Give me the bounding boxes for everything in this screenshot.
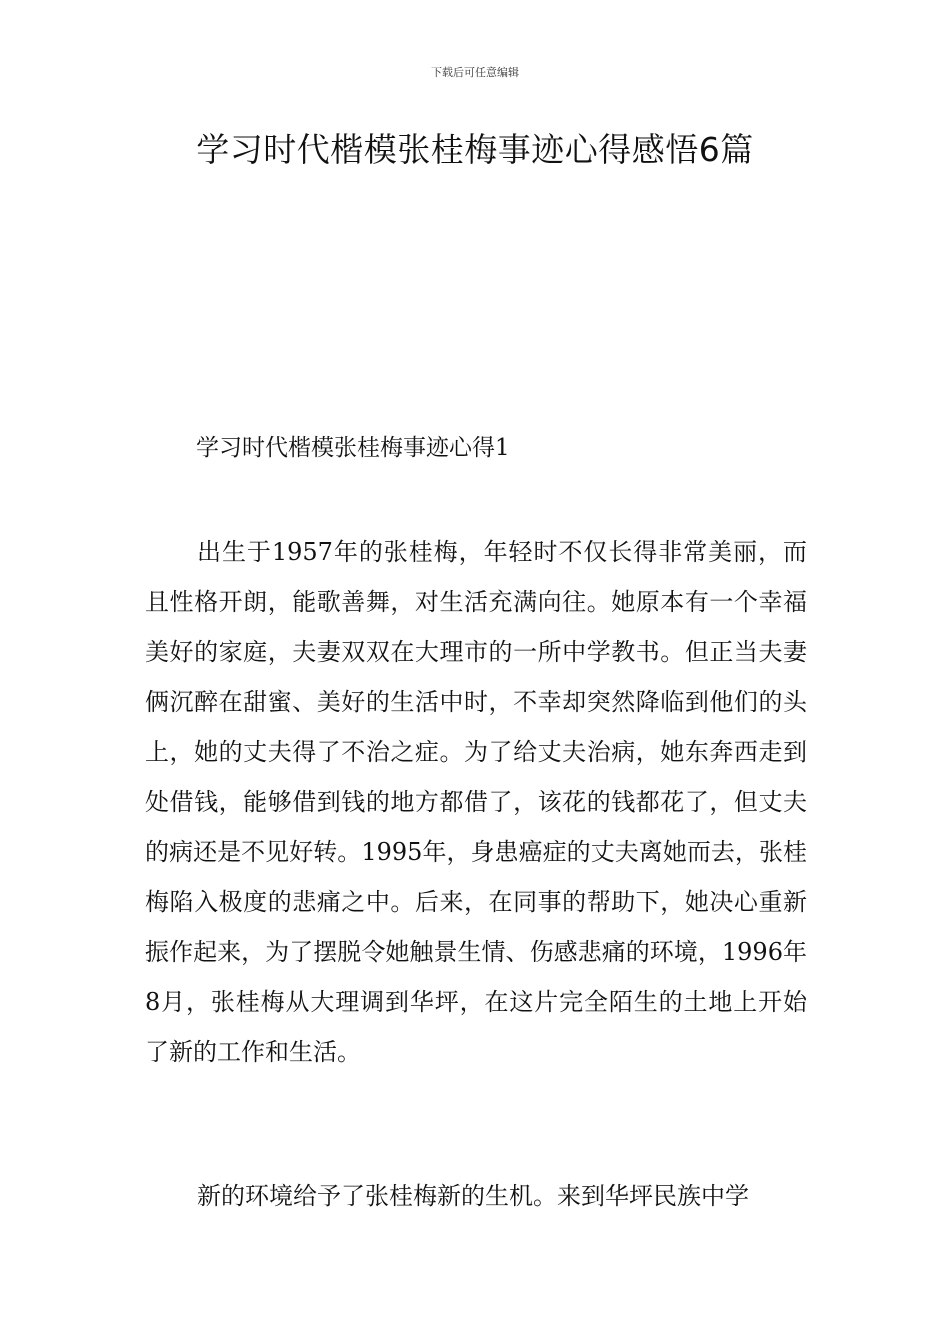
paragraph: 新的环境给予了张桂梅新的生机。来到华坪民族中学	[197, 1182, 749, 1210]
document-title: 学习时代楷模张桂梅事迹心得感悟6篇	[196, 130, 754, 169]
section-heading: 学习时代楷模张桂梅事迹心得1	[196, 435, 510, 461]
header-note: 下载后可任意编辑	[431, 66, 519, 79]
paragraph: 出生于1957年的张桂梅，年轻时不仅长得非常美丽，而且性格开朗，能歌善舞，对生活充满向往。她原本有一个幸福美好的家庭，夫妻双双在大理市的一所中学教书。但正当夫妻俩沉醉在甜蜜、美好的生活中时，不幸却突然降临到他们的头上，她的丈夫得了不治之症。为了给丈夫治病，她东奔西走到处借钱，能够借到钱的地方都借了，该花的钱都花了，但丈夫的病还是不见好转。1995年，身患癌症的丈夫离她而去，张桂梅陷入极度的悲痛之中。后来，在同事的帮助下，她决心重新振作起来，为了摆脱令她触景生情、伤感悲痛的环境，1996年8月，张桂梅从大理调到华坪，在这片完全陌生的土地上开始了新的工作和生活。	[145, 538, 807, 1066]
